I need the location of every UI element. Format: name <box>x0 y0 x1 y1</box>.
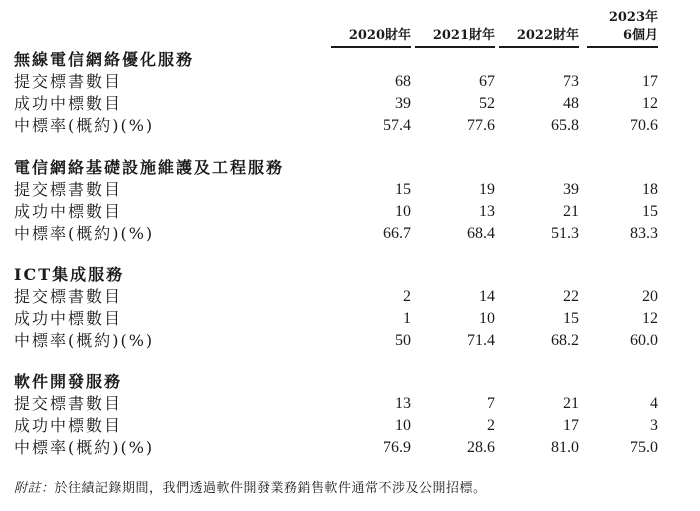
row-label-submitted-bids: 提交標書數目 <box>14 394 123 413</box>
cell-win-rate: 28.6 <box>467 439 495 456</box>
row-label-won-bids: 成功中標數目 <box>14 416 123 435</box>
cell-win-rate: 66.7 <box>383 225 411 242</box>
row-label-win-rate: 中標率(概約)(%) <box>14 331 155 350</box>
cell-submitted-bids: 20 <box>642 288 658 305</box>
footnote-label: 附註： <box>14 481 55 496</box>
cell-won-bids: 52 <box>479 95 495 112</box>
cell-win-rate: 60.0 <box>630 332 658 349</box>
row-label-won-bids: 成功中標數目 <box>14 202 123 221</box>
cell-submitted-bids: 73 <box>563 73 579 90</box>
cell-submitted-bids: 19 <box>479 181 495 198</box>
column-header-fy2022: 2022財年 <box>516 28 579 43</box>
column-header-2023-top: 2023年 <box>608 10 658 25</box>
row-label-submitted-bids: 提交標書數目 <box>14 180 123 199</box>
cell-submitted-bids: 15 <box>395 181 411 198</box>
cell-win-rate: 77.6 <box>467 117 495 134</box>
cell-win-rate: 81.0 <box>551 439 579 456</box>
cell-submitted-bids: 17 <box>642 73 658 90</box>
cell-submitted-bids: 39 <box>563 181 579 198</box>
cell-win-rate: 71.4 <box>467 332 495 349</box>
section-title: 電信網絡基礎設施維護及工程服務 <box>14 158 285 177</box>
cell-submitted-bids: 7 <box>487 395 495 412</box>
section-title: ICT集成服務 <box>14 265 125 284</box>
cell-submitted-bids: 14 <box>479 288 495 305</box>
column-header-fy2021: 2021財年 <box>432 28 495 43</box>
header-underline-fy2021 <box>415 46 495 48</box>
cell-won-bids: 39 <box>395 95 411 112</box>
cell-won-bids: 12 <box>642 310 658 327</box>
cell-win-rate: 50 <box>395 332 411 349</box>
row-label-win-rate: 中標率(概約)(%) <box>14 116 155 135</box>
cell-submitted-bids: 68 <box>395 73 411 90</box>
cell-submitted-bids: 22 <box>563 288 579 305</box>
row-label-win-rate: 中標率(概約)(%) <box>14 438 155 457</box>
cell-win-rate: 70.6 <box>630 117 658 134</box>
header-underline-fy2022 <box>499 46 579 48</box>
column-header-2023-bottom: 6個月 <box>622 28 658 43</box>
cell-win-rate: 68.2 <box>551 332 579 349</box>
cell-won-bids: 12 <box>642 95 658 112</box>
cell-won-bids: 10 <box>479 310 495 327</box>
column-header-fy2020: 2020財年 <box>348 28 411 43</box>
cell-submitted-bids: 13 <box>395 395 411 412</box>
cell-won-bids: 10 <box>395 203 411 220</box>
section-title: 無線電信網絡優化服務 <box>14 50 195 69</box>
cell-win-rate: 76.9 <box>383 439 411 456</box>
footnote-text: 於往績記錄期間，我們透過軟件開發業務銷售軟件通常不涉及公開招標。 <box>54 481 487 496</box>
cell-won-bids: 15 <box>642 203 658 220</box>
row-label-won-bids: 成功中標數目 <box>14 94 123 113</box>
cell-win-rate: 57.4 <box>383 117 411 134</box>
section-title: 軟件開發服務 <box>14 372 123 391</box>
cell-submitted-bids: 2 <box>403 288 411 305</box>
cell-won-bids: 10 <box>395 417 411 434</box>
row-label-win-rate: 中標率(概約)(%) <box>14 224 155 243</box>
cell-win-rate: 68.4 <box>467 225 495 242</box>
cell-win-rate: 83.3 <box>630 225 658 242</box>
header-underline-fy2020 <box>331 46 411 48</box>
cell-submitted-bids: 4 <box>650 395 658 412</box>
row-label-submitted-bids: 提交標書數目 <box>14 287 123 306</box>
cell-won-bids: 2 <box>487 417 495 434</box>
cell-won-bids: 48 <box>563 95 579 112</box>
footnote <box>14 480 487 498</box>
cell-win-rate: 51.3 <box>551 225 579 242</box>
cell-win-rate: 75.0 <box>630 439 658 456</box>
row-label-submitted-bids: 提交標書數目 <box>14 72 123 91</box>
cell-submitted-bids: 21 <box>563 395 579 412</box>
cell-won-bids: 17 <box>563 417 579 434</box>
cell-won-bids: 13 <box>479 203 495 220</box>
cell-won-bids: 3 <box>650 417 658 434</box>
cell-won-bids: 1 <box>403 310 411 327</box>
cell-submitted-bids: 18 <box>642 181 658 198</box>
cell-won-bids: 15 <box>563 310 579 327</box>
header-underline-2023 <box>587 46 658 48</box>
row-label-won-bids: 成功中標數目 <box>14 309 123 328</box>
cell-submitted-bids: 67 <box>479 73 495 90</box>
cell-won-bids: 21 <box>563 203 579 220</box>
cell-win-rate: 65.8 <box>551 117 579 134</box>
